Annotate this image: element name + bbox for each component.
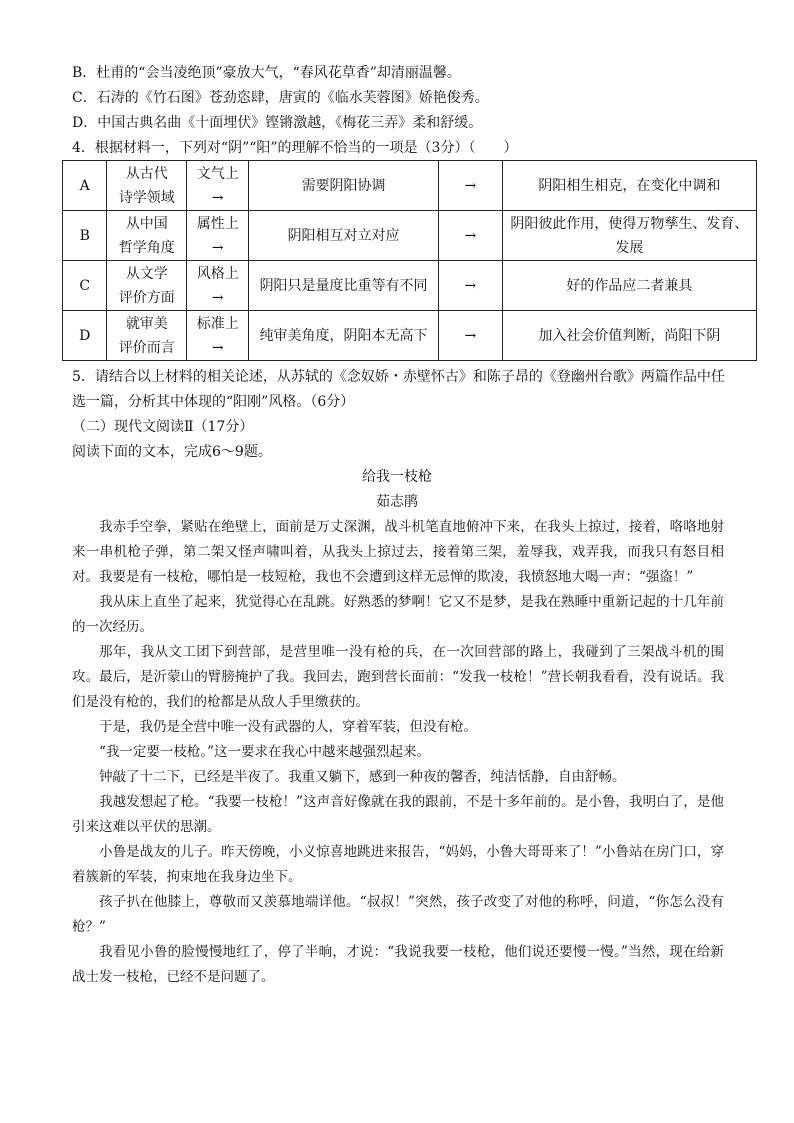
question-4-table [62,160,757,361]
option-c: C．石涛的《竹石图》苍劲恣肆，唐寅的《临水芙蓉图》娇艳俊秀。 [72,90,489,106]
article-paragraph: 孩子扒在他膝上，尊敬而又羡慕地端详他。“叔叔！”突然，孩子改变了对他的称呼，问道，“你怎么没有枪？” [72,894,724,935]
row-label: D [63,311,107,361]
question-5-line-2: 选一篇，分析其中体现的“阳刚”风格。（6分） [72,394,355,410]
article-paragraph: 钟敲了十二下，已经是半夜了。我重又躺下，感到一种夜的馨香，纯洁恬静，自由舒畅。 [99,769,626,785]
question-4-stem: 4．根据材料一，下列对“阴”“阳”的理解不恰当的一项是（3分）（ ） [72,140,518,156]
conclusion-cell: 好的作品应二者兼具 [502,261,756,311]
arrow-cell: → [438,311,502,361]
perspective-cell: 从中国 哲学角度 [107,211,187,261]
arrow-cell: → [438,261,502,311]
row-label: C [63,261,107,311]
option-d: D．中国古典名曲《十面埋伏》铿锵激越，《梅花三弄》柔和舒缓。 [72,115,483,131]
article-paragraph: 于是，我仍是全营中唯一没有武器的人，穿着军装，但没有枪。 [99,719,477,735]
article-author: 茹志鹃 [376,494,418,510]
arrow-cell: → [438,211,502,261]
arrow-cell: → [438,161,502,211]
aspect-cell: 标准上 → [187,311,249,361]
table-row [63,311,757,361]
perspective-cell: 从古代 诗学领域 [107,161,187,211]
article-title: 给我一枝枪 [362,469,432,485]
premise-cell: 阴阳只是量度比重等有不同 [249,261,439,311]
article-paragraph: 小鲁是战友的儿子。昨天傍晚，小义惊喜地跳进来报告，“妈妈，小鲁大哥哥来了！”小鲁站在房门口，穿着簇新的军装，拘束地在我身边坐下。 [72,844,724,885]
article-body [72,515,724,990]
conclusion-cell: 阴阳相生相克，在变化中调和 [502,161,756,211]
table-row [63,211,757,261]
aspect-cell: 属性上 → [187,211,249,261]
row-label: A [63,161,107,211]
article-paragraph: 那年，我从文工团下到营部，是营里唯一没有枪的兵，在一次回营部的路上，我碰到了三架战斗机的围攻。最后，是沂蒙山的臂膀掩护了我。我回去，跑到营长面前：“发我一枝枪！”营长朝我看看，没有说话。我们是没有枪的，我们的枪都是从敌人手里缴获的。 [72,644,724,710]
table-row [63,261,757,311]
premise-cell: 纯审美角度，阴阳本无高下 [249,311,439,361]
table-row [63,161,757,211]
premise-cell: 阴阳相互对立对应 [249,211,439,261]
aspect-cell: 风格上 → [187,261,249,311]
question-5-line-1: 5．请结合以上材料的相关论述，从苏轼的《念奴娇・赤壁怀古》和陈子昂的《登幽州台歌》两篇作品中任 [72,369,725,385]
article-paragraph: 我赤手空拳，紧贴在绝壁上，面前是万丈深渊，战斗机笔直地俯冲下来，在我头上掠过，接着，咯咯地射来一串机枪子弹，第二架又怪声啸叫着，从我头上掠过去，接着第三架，羞辱我，戏弄我，而我只有怒目相对。我要是有一枝枪，哪怕是一枝短枪，我也不会遭到这样无忌惮的欺凌，我愤怒地大喝一声：“强盗！” [72,519,724,585]
section-heading: （二）现代文阅读Ⅱ（17分） [72,419,254,435]
article-paragraph: 我越发想起了枪。“我要一枝枪！”这声音好像就在我的跟前，不是十多年前的。是小鲁，我明白了，是他引来这难以平伏的思潮。 [72,794,724,835]
conclusion-cell: 加入社会价值判断，尚阳下阴 [502,311,756,361]
aspect-cell: 文气上 → [187,161,249,211]
article-paragraph: 我从床上直坐了起来，犹觉得心在乱跳。好熟悉的梦啊！它又不是梦，是我在熟睡中重新记起的十几年前的一次经历。 [72,594,724,635]
row-label: B [63,211,107,261]
perspective-cell: 就审美 评价而言 [107,311,187,361]
perspective-cell: 从文学 评价方面 [107,261,187,311]
conclusion-cell: 阴阳彼此作用，使得万物孳生、发育、 发展 [502,211,756,261]
article-paragraph: 我看见小鲁的脸慢慢地红了，停了半晌，才说：“我说我要一枝枪，他们说还要慢一慢。”当然，现在给新战士发一枝枪，已经不是问题了。 [72,944,724,985]
article-paragraph: “我一定要一枝枪。”这一要求在我心中越来越强烈起来。 [99,744,431,760]
option-b: B．杜甫的“会当凌绝顶”豪放大气，“春风花草香”却清丽温馨。 [72,65,461,81]
premise-cell: 需要阴阳协调 [249,161,439,211]
section-instruction: 阅读下面的文本，完成6～9题。 [72,444,272,460]
